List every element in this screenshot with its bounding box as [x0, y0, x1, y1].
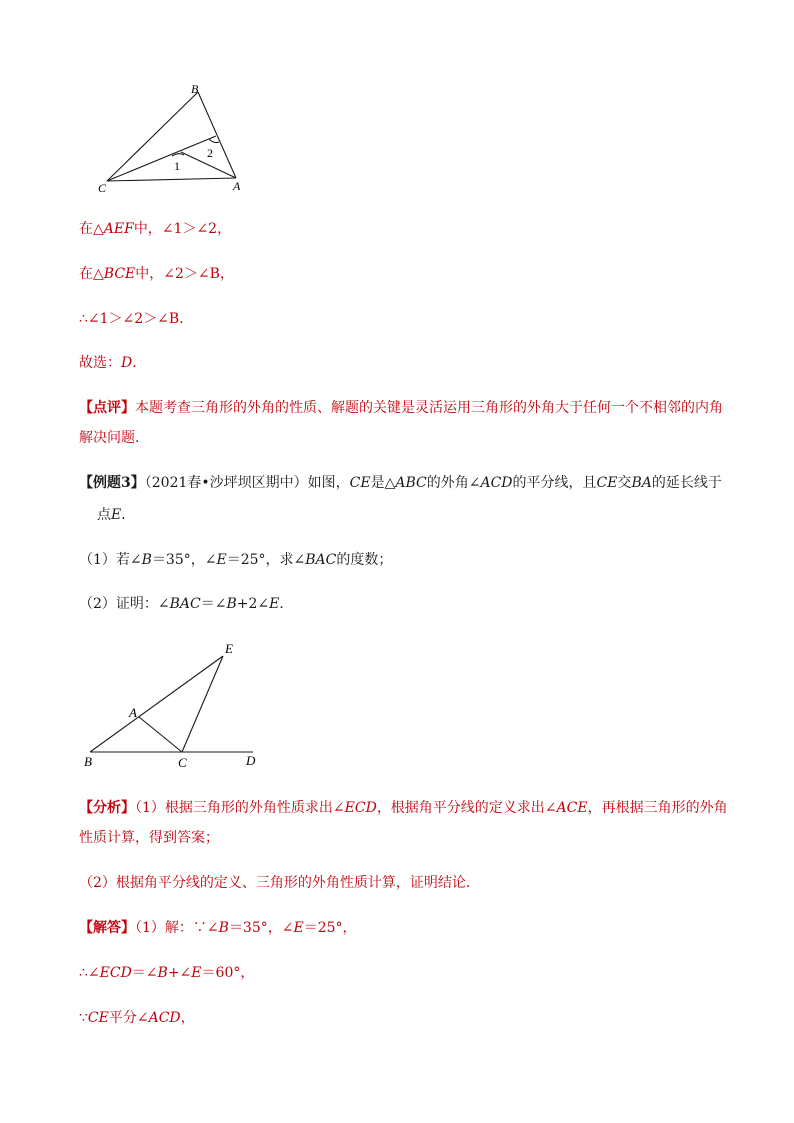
answer-line-2: ∴∠ECD＝∠B+∠E＝60°，: [79, 965, 255, 981]
example-line-1: 【例题3】（2021春•沙坪坝区期中）如图，CE是△ABC的外角∠ACD的平分线，且CE交BA的延长线于: [79, 475, 722, 491]
analysis-tag: 【分析】: [79, 800, 135, 816]
question-1: （1）若∠B＝35°，∠E＝25°，求∠BAC的度数；: [79, 552, 393, 568]
label-c: C: [178, 755, 187, 770]
label-b: B: [84, 754, 92, 769]
segment-cb: [107, 92, 198, 181]
segment-ba: [198, 92, 236, 178]
label-b: B: [191, 82, 199, 96]
label-angle-1: 1: [174, 159, 180, 173]
comment-line-1: 【点评】本题考查三角形的外角的性质、解题的关键是灵活运用三角形的外角大于任何一个不相邻的内角: [79, 400, 723, 416]
analysis-line-1: 【分析】（1）根据三角形的外角性质求出∠ECD，根据角平分线的定义求出∠ACE，再根据三角形的外角: [79, 800, 728, 816]
comment-tag: 【点评】: [79, 400, 135, 416]
label-a: A: [233, 179, 241, 193]
text-line-4: 故选：D．: [79, 355, 147, 371]
analysis-line-3: （2）根据角平分线的定义、三角形的外角性质计算，证明结论．: [79, 875, 480, 891]
segment-ca: [107, 178, 236, 181]
label-a: A: [129, 705, 137, 720]
question-2: （2）证明：∠BAC＝∠B+2∠E．: [79, 596, 294, 612]
segment-ce: [107, 136, 216, 181]
text-line-3: ∴∠1＞∠2＞∠B．: [79, 311, 194, 327]
example-line-2: 点E．: [97, 507, 136, 523]
text-line-1: 在△AEF中，∠1＞∠2，: [79, 221, 232, 237]
comment-line-2: 解决问题．: [79, 430, 149, 446]
figure-exterior-angle: [78, 636, 278, 776]
figure-triangle-abc: [90, 80, 260, 198]
text-line-2: 在△BCE中，∠2＞∠B，: [79, 266, 234, 282]
answer-tag: 【解答】: [79, 920, 135, 936]
label-d: D: [246, 753, 256, 768]
label-e: E: [225, 641, 233, 656]
analysis-line-2: 性质计算，得到答案；: [79, 830, 219, 846]
answer-line-1: 【解答】（1）解：∵∠B＝35°，∠E＝25°，: [79, 920, 357, 936]
segment-ac: [139, 717, 182, 752]
angle-2-arc: [209, 139, 219, 143]
angle-1-arc: [172, 154, 184, 156]
answer-line-3: ∵CE平分∠ACD，: [79, 1010, 195, 1026]
label-c: C: [98, 181, 107, 195]
example-tag: 【例题3】: [79, 475, 145, 491]
label-angle-2: 2: [207, 146, 213, 160]
